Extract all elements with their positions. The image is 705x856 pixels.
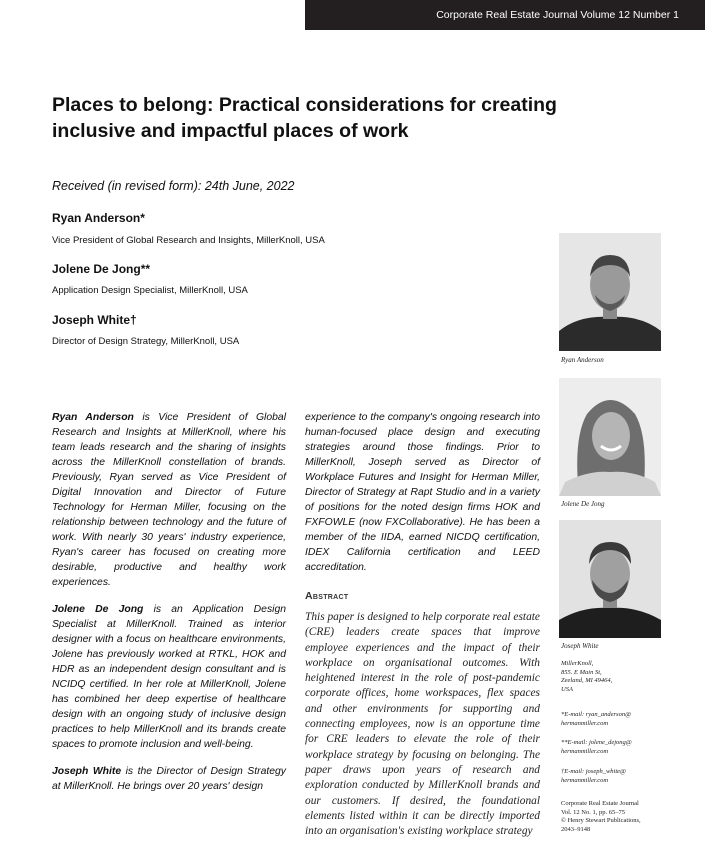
email-joseph-domain: hermanmiller.com <box>561 776 609 784</box>
bio-column-left <box>52 410 286 806</box>
email-ryan <box>561 711 686 728</box>
bio-joseph-continued: experience to the company's ongoing research into human-focused place design and executing strategies around those findings. Prior to MillerKnoll, Joseph served as Director of Workplace Futures and Insight for Herman Miller, Director of Strategy at Rapt Studio and in a variety of positions for the noted design firms HOK and FXFOWLE (now FXCollaborative). He has been a member of the IIDA, earned NICDQ certification, IDEX California certification and LEED accreditation. <box>305 412 540 573</box>
author-role-joseph: Director of Design Strategy, MillerKnoll, USA <box>52 336 240 347</box>
email-ryan-domain: hermanmiller.com <box>561 719 609 727</box>
portrait-ryan <box>559 233 661 351</box>
author-name-joseph: Joseph White† <box>52 313 137 327</box>
address-line: Zeeland, MI 49464, <box>561 677 613 684</box>
abstract-body: This paper is designed to help corporate real estate (CRE) leaders create spaces that improve employee experiences and the impact of their workplace on organisational outcomes. With heightened interest in the role of post-pandemic corporate offices, home workspaces, flex spaces and other environments for supporting and connecting employees, now is an opportune time for CRE leaders to elevate the role of their workplace strategy by focusing on belonging. The paper draws upon years of research and exploration conducted by MillerKnoll brands and our customers. If desired, the foundational elements listed within it can be directly imported into an organisation's existing workplace strategy <box>305 611 540 838</box>
received-date: Received (in revised form): 24th June, 2022 <box>52 179 295 193</box>
email-jolene <box>561 739 686 756</box>
email-jolene-domain: hermanmiller.com <box>561 747 609 755</box>
citation-line: 2043–9148 <box>561 825 591 833</box>
portrait-jolene <box>559 378 661 496</box>
author-role-ryan: Vice President of Global Research and Insights, MillerKnoll, USA <box>52 235 325 246</box>
bio-jolene-text: is an Application Design Specialist at MillerKnoll. Trained as interior designer with a focus on healthcare environments, Jolene has previously worked at RTKL, HOK and HDR as an independent design consultant and is NCIDQ certified. In her role at MillerKnoll, Jolene has combined her deep expertise of healthcare design with an ongoing study of inclusive design practices to help MillerKnoll and its brands create spaces to promote inclusion and well-being. <box>52 604 287 750</box>
address-block <box>561 660 686 694</box>
citation-block <box>561 800 686 834</box>
bio-ryan <box>52 410 286 590</box>
photo-jolene-de-jong <box>559 378 661 496</box>
citation-line: © Henry Stewart Publications, <box>561 817 641 824</box>
citation-line: Vol. 12 No. 1, pp. 65–75 <box>561 808 625 816</box>
author-name-jolene: Jolene De Jong** <box>52 262 151 276</box>
bio-ryan-name: Ryan Anderson <box>52 412 134 423</box>
author-name-ryan: Ryan Anderson* <box>52 211 145 225</box>
photo-joseph-white <box>559 520 661 638</box>
caption-ryan: Ryan Anderson <box>561 356 604 364</box>
bio-jolene <box>52 602 286 752</box>
abstract-heading: Abstract <box>305 590 349 602</box>
article-title: Places to belong: Practical considerations for creating inclusive and impactful places of work <box>52 94 557 142</box>
bio-jolene-name: Jolene De Jong <box>52 604 144 615</box>
portrait-joseph <box>559 520 661 638</box>
journal-header-bar <box>305 0 705 30</box>
bio-ryan-text: is Vice President of Global Research and Insights at MillerKnoll, where his team leads research and the sharing of insights across the MillerKnoll constellation of brands. Previously, Ryan served as Vice President of Digital Innovation and Director of Future Technology for Herman Miller, focusing on the relationship between technology and the future of work. With nearly 30 years' industry experience, Ryan's career has focused on creating more desirable, productive and healthy work experiences. <box>52 412 287 588</box>
photo-ryan-anderson <box>559 233 661 351</box>
email-joseph <box>561 768 686 785</box>
bio-joseph-name: Joseph White <box>52 766 122 777</box>
address-line: USA <box>561 685 573 693</box>
caption-jolene: Jolene De Jong <box>561 500 605 508</box>
caption-joseph: Joseph White <box>561 642 599 650</box>
citation-line: Corporate Real Estate Journal <box>561 800 639 807</box>
address-line: MillerKnoll, <box>561 660 594 667</box>
email-jolene-line: **E-mail: jolene_dejong@ <box>561 739 632 746</box>
email-joseph-line: †E-mail: joseph_white@ <box>561 768 627 775</box>
address-line: 855. E Main St, <box>561 668 602 676</box>
bio-joseph <box>52 764 286 794</box>
journal-header: Corporate Real Estate Journal Volume 12 Number 1 <box>436 9 679 21</box>
bio-joseph-text: is the Director of Design Strategy at MillerKnoll. He brings over 20 years' design <box>52 766 286 792</box>
email-ryan-line: *E-mail: ryan_anderson@ <box>561 711 632 718</box>
author-role-jolene: Application Design Specialist, MillerKnoll, USA <box>52 285 248 296</box>
bio-column-middle <box>305 410 540 839</box>
